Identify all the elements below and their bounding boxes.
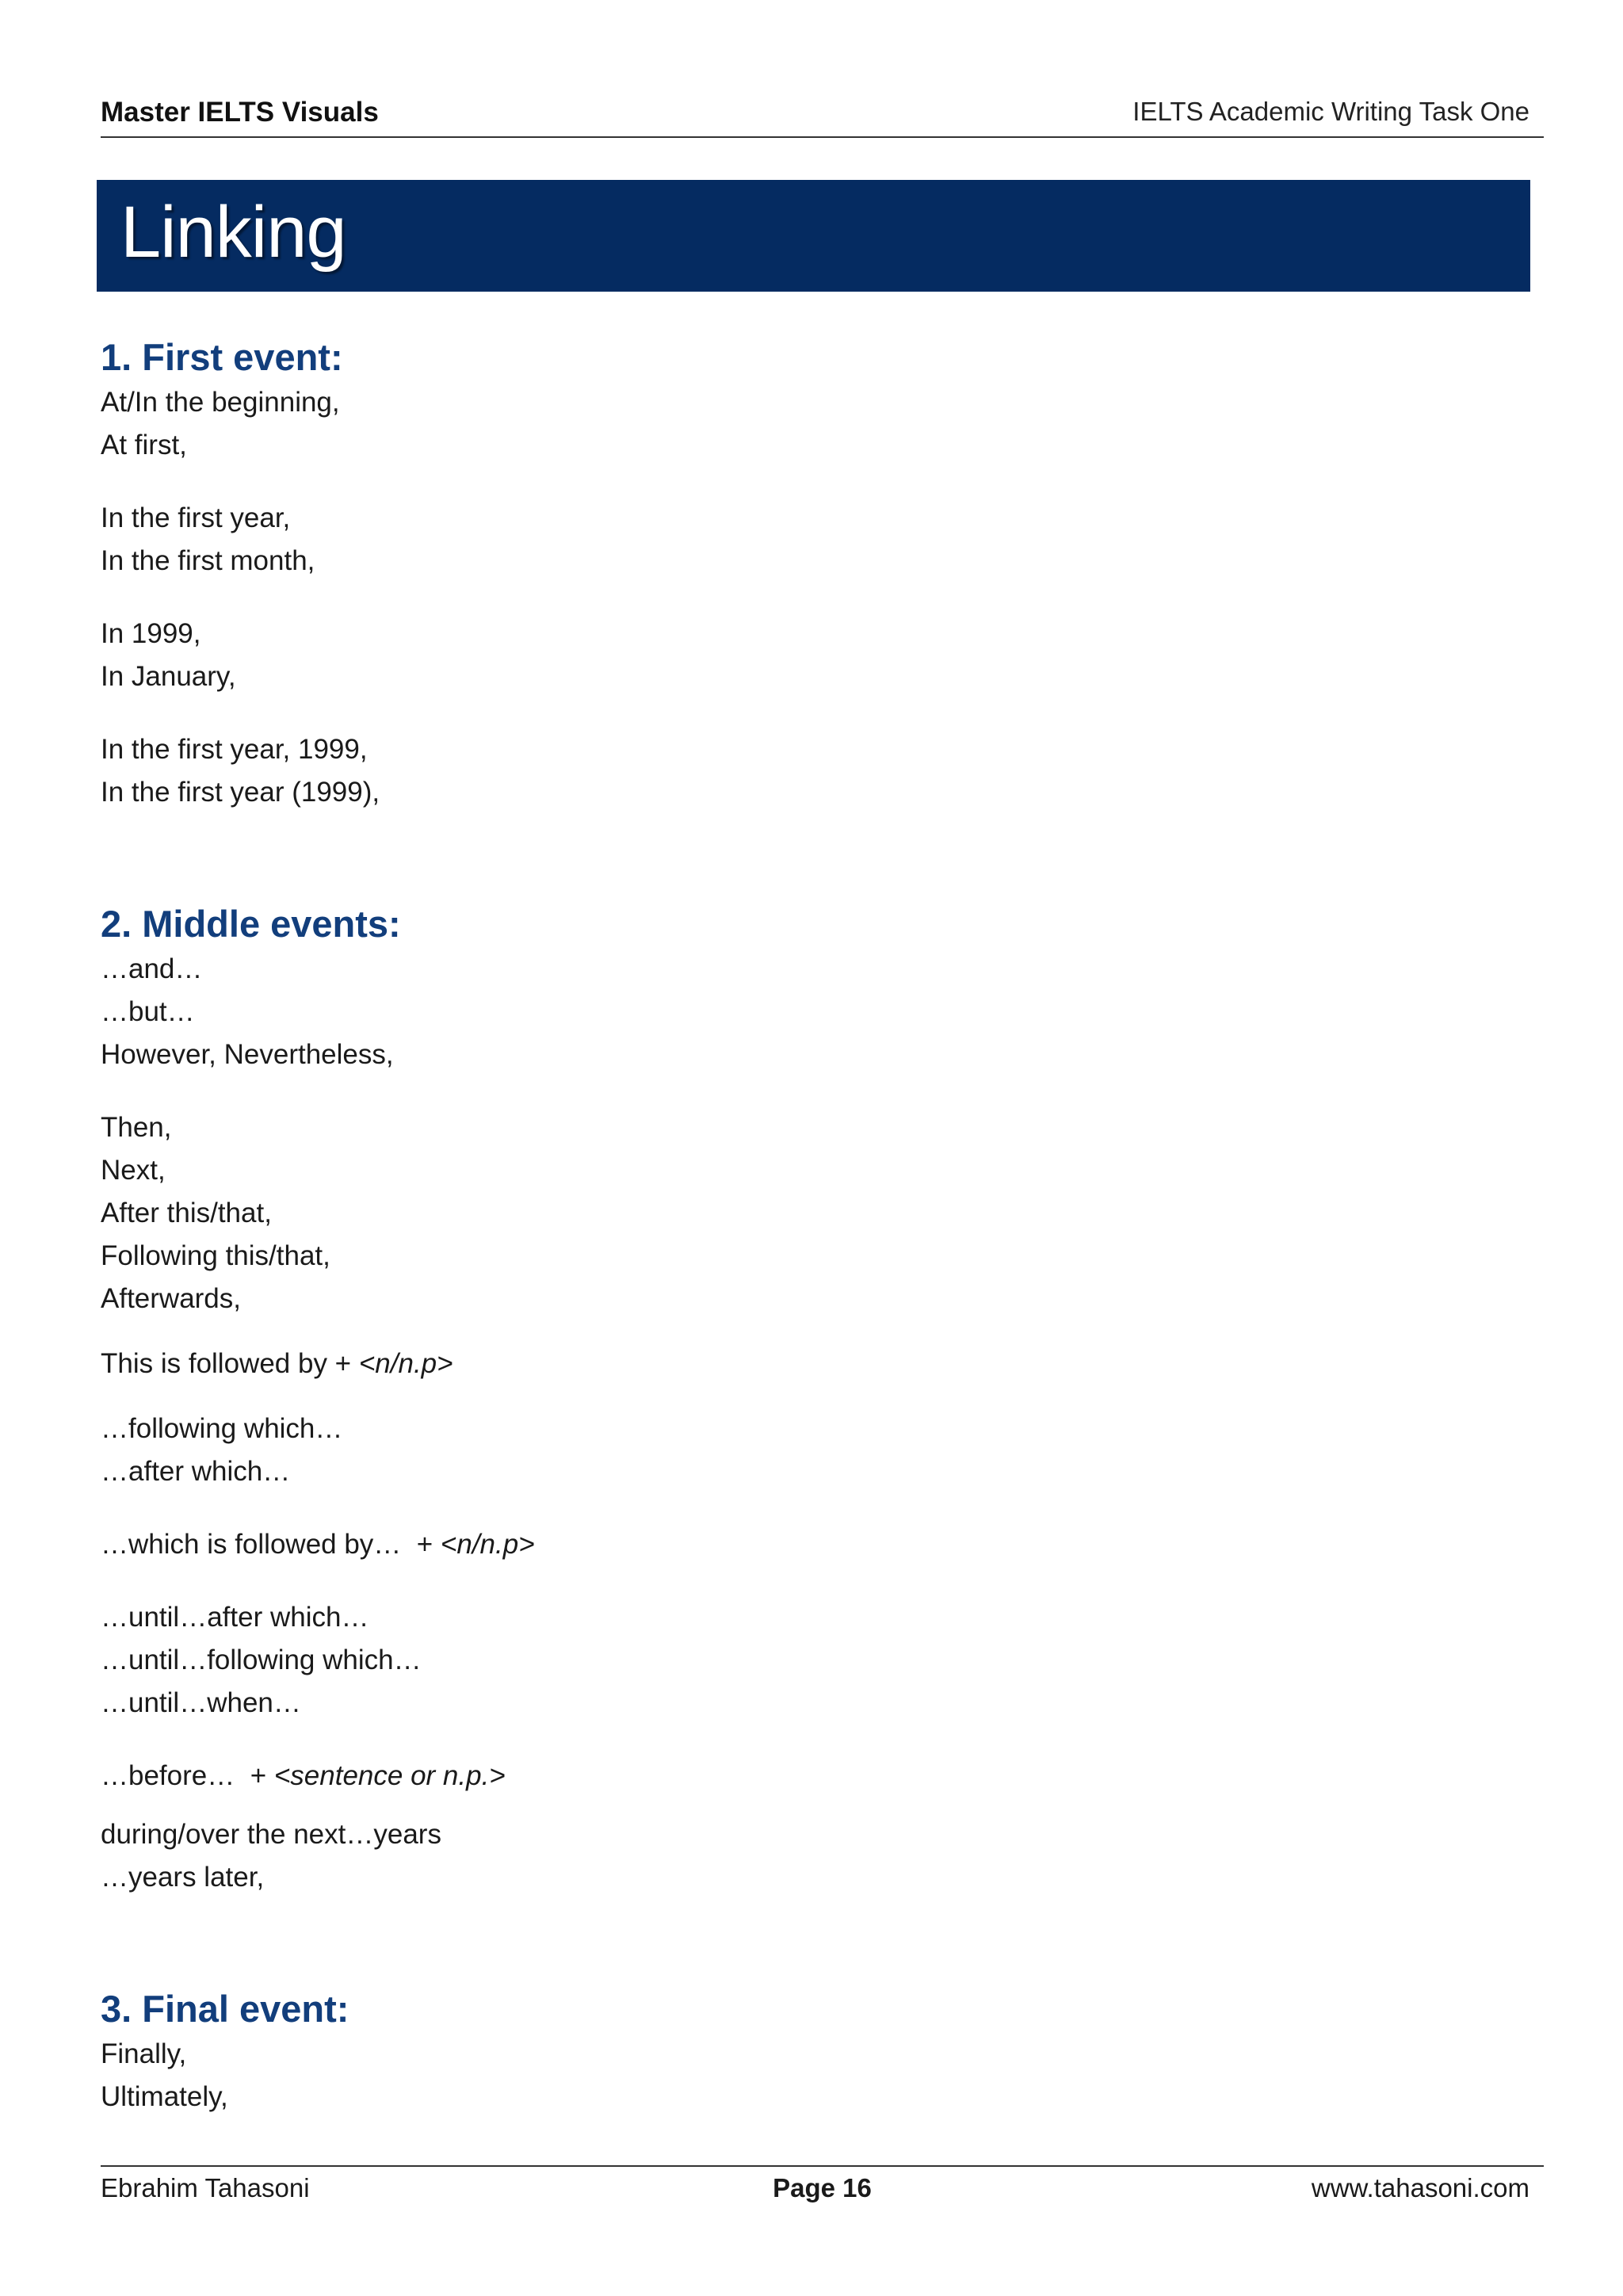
phrase-group xyxy=(101,497,1527,583)
phrase-group xyxy=(101,1343,1527,1385)
phrase-text: …before… + xyxy=(101,1760,274,1792)
phrase-line: Ultimately, xyxy=(101,2081,228,2113)
phrase-line: …but… xyxy=(101,996,195,1028)
phrase-line: At first, xyxy=(101,430,187,461)
grammar-note: <n/n.p> xyxy=(358,1348,453,1380)
phrase-group xyxy=(101,1596,1527,1725)
page-footer xyxy=(101,2165,1544,2214)
phrase-line: Next, xyxy=(101,1155,166,1186)
phrase-group xyxy=(101,1813,1527,1899)
section-first-event xyxy=(101,333,1527,814)
phrase-line: Following this/that, xyxy=(101,1240,330,1272)
grammar-note: <n/n.p> xyxy=(440,1529,535,1561)
phrase-group xyxy=(101,381,1527,467)
phrase-line: Afterwards, xyxy=(101,1283,241,1315)
grammar-note: <sentence or n.p.> xyxy=(273,1760,506,1792)
phrase-line: …until…when… xyxy=(101,1687,301,1719)
content xyxy=(101,333,1527,2149)
section-middle-events xyxy=(101,900,1527,1899)
phrase-group xyxy=(101,1106,1527,1320)
phrase-text: …which is followed by… + xyxy=(101,1529,441,1561)
phrase-line: However, Nevertheless, xyxy=(101,1039,394,1071)
phrase-line: In the first month, xyxy=(101,545,315,577)
phrase-group xyxy=(101,948,1527,1076)
phrase-group xyxy=(101,1523,1527,1566)
section-heading: 3. Final event: xyxy=(101,1988,349,2030)
header-book-title: Master IELTS Visuals xyxy=(101,97,379,128)
phrase-line-with-note xyxy=(101,1343,1527,1385)
phrase-line: In January, xyxy=(101,661,236,693)
phrase-line: Finally, xyxy=(101,2038,187,2070)
footer-author: Ebrahim Tahasoni xyxy=(101,2173,310,2202)
phrase-line: Then, xyxy=(101,1112,172,1144)
phrase-line: …after which… xyxy=(101,1456,291,1488)
section-final-event xyxy=(101,1985,1527,2118)
section-heading: 1. First event: xyxy=(101,336,343,378)
title-banner xyxy=(97,180,1530,292)
phrase-line: …until…after which… xyxy=(101,1602,369,1633)
phrase-line: In the first year (1999), xyxy=(101,777,380,808)
phrase-line: during/over the next…years xyxy=(101,1819,441,1851)
section-heading: 2. Middle events: xyxy=(101,903,401,946)
phrase-group xyxy=(101,1755,1527,1797)
phrase-group xyxy=(101,2033,1527,2118)
phrase-line: At/In the beginning, xyxy=(101,387,340,418)
header-section-title: IELTS Academic Writing Task One xyxy=(1132,97,1529,126)
footer-website: www.tahasoni.com xyxy=(1311,2173,1529,2202)
phrase-group xyxy=(101,613,1527,698)
phrase-line: In 1999, xyxy=(101,618,201,650)
phrase-line: In the first year, 1999, xyxy=(101,734,368,766)
phrase-line-with-note xyxy=(101,1523,1527,1566)
phrase-line: In the first year, xyxy=(101,502,291,534)
phrase-line-with-note xyxy=(101,1755,1527,1797)
page-title: Linking xyxy=(120,192,346,273)
phrase-line: …years later, xyxy=(101,1862,265,1893)
phrase-line: …following which… xyxy=(101,1413,343,1445)
phrase-text: This is followed by + xyxy=(101,1348,359,1380)
page-number: Page 16 xyxy=(773,2173,872,2202)
phrase-line: …until…following which… xyxy=(101,1645,422,1676)
phrase-group xyxy=(101,1408,1527,1493)
phrase-line: After this/that, xyxy=(101,1198,272,1229)
phrase-line: …and… xyxy=(101,953,203,985)
page-header xyxy=(101,95,1544,138)
phrase-group xyxy=(101,728,1527,814)
